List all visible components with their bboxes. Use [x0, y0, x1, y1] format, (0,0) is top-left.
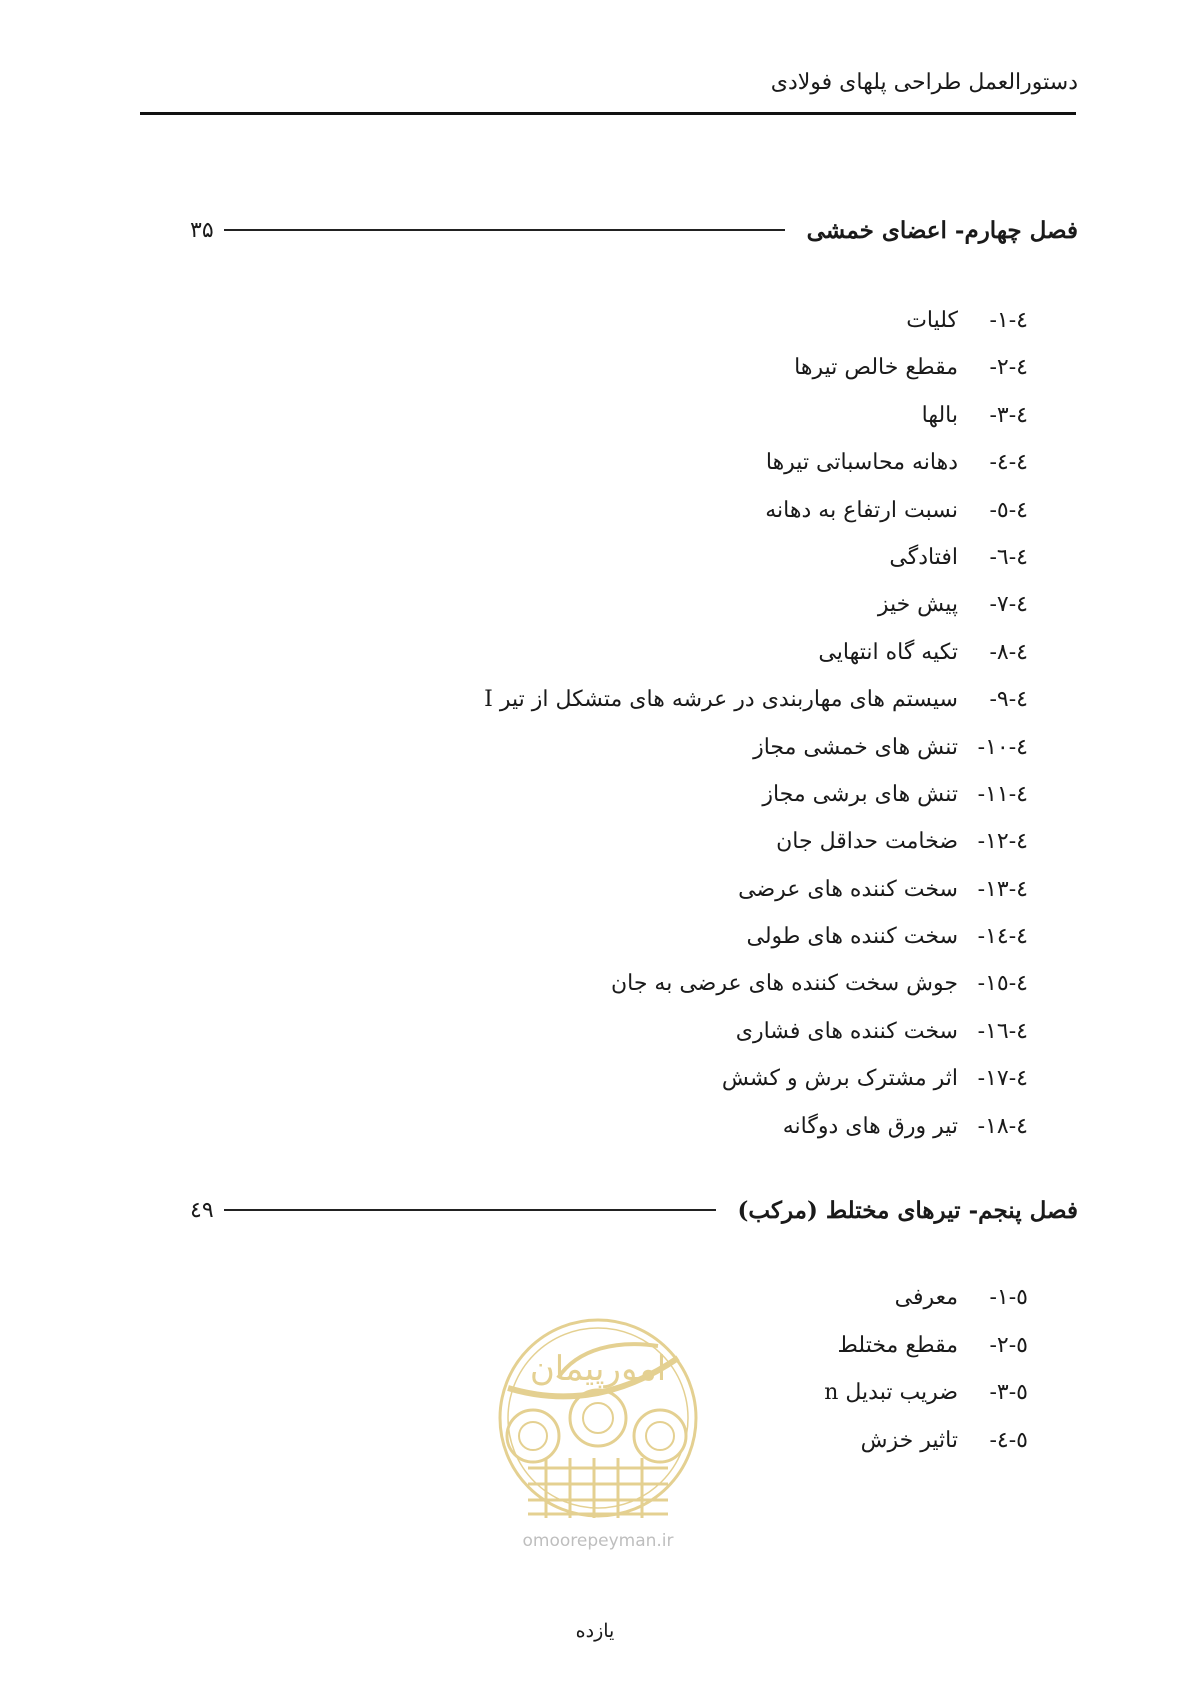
toc-entry-number: ٥-٢-: [989, 1332, 1028, 1358]
toc-entry-title: سخت کننده های عرضی: [738, 876, 958, 902]
toc-entry-number: ٤-١٦-: [977, 1018, 1028, 1044]
chapter-5-section-list: [824, 1285, 1028, 1475]
chapter-4-leader-line: [224, 229, 785, 231]
toc-entry-title: مقطع مختلط: [837, 1332, 958, 1358]
chapter-5-title: فصل پنجم- تیرهای مختلط (مرکب): [737, 1196, 1078, 1224]
toc-entry-number: ٤-٩-: [989, 687, 1028, 713]
toc-entry-title: تیر ورق های دوگانه: [782, 1113, 958, 1139]
toc-entry[interactable]: [484, 1066, 1028, 1113]
toc-entry[interactable]: [824, 1285, 1028, 1333]
toc-entry[interactable]: [484, 308, 1028, 355]
toc-entry-number: ٤-١٠-: [977, 734, 1028, 760]
toc-entry-title: ضخامت حداقل جان: [776, 829, 958, 855]
page-footer-number: یازده: [575, 1620, 615, 1642]
toc-entry-title: تکیه گاه انتهایی: [818, 639, 958, 665]
toc-entry-number: ٥-٤-: [989, 1427, 1028, 1453]
toc-entry-title: تنش های برشی مجاز: [762, 781, 958, 807]
toc-entry-number: ٤-١٣-: [977, 876, 1028, 902]
toc-entry-title: نسبت ارتفاع به دهانه: [765, 497, 958, 523]
toc-entry-number: ٤-٦-: [989, 544, 1028, 570]
toc-entry[interactable]: [484, 1114, 1028, 1161]
chapter-4-page-number: ۳۵: [190, 217, 214, 243]
toc-entry[interactable]: [484, 403, 1028, 450]
toc-entry[interactable]: [484, 829, 1028, 876]
toc-entry[interactable]: [484, 450, 1028, 497]
watermark-site-text: omoorepeyman.ir: [522, 1531, 674, 1551]
toc-entry[interactable]: [484, 545, 1028, 592]
toc-entry-title: تاثیر خزش: [860, 1427, 958, 1453]
toc-entry-number: ٤-١٥-: [977, 971, 1028, 997]
toc-entry[interactable]: [824, 1333, 1028, 1381]
toc-entry[interactable]: [484, 1019, 1028, 1066]
toc-entry-number: ٤-١٤-: [977, 924, 1028, 950]
toc-entry[interactable]: [484, 877, 1028, 924]
toc-entry-number: ٤-٥-: [989, 497, 1028, 523]
toc-entry[interactable]: [484, 640, 1028, 687]
chapter-5-heading[interactable]: [190, 1192, 1078, 1228]
toc-entry-title: مقطع خالص تیرها: [794, 355, 958, 381]
toc-entry[interactable]: [824, 1428, 1028, 1476]
toc-entry-title: افتادگی: [889, 544, 958, 570]
toc-entry[interactable]: [484, 592, 1028, 639]
toc-entry-title: جوش سخت کننده های عرضی به جان: [610, 971, 958, 997]
toc-entry-number: ٤-٨-: [989, 639, 1028, 665]
toc-entry[interactable]: [484, 498, 1028, 545]
toc-entry-number: ٤-١-: [989, 308, 1028, 333]
toc-entry-number: ٤-٧-: [989, 592, 1028, 618]
toc-entry-title: ضریب تبدیل n: [824, 1380, 958, 1405]
chapter-5-leader-line: [224, 1209, 716, 1211]
toc-entry-number: ٤-١١-: [977, 781, 1028, 807]
toc-entry[interactable]: [484, 924, 1028, 971]
toc-entry-number: ٤-٤-: [989, 450, 1028, 476]
toc-entry-title: اثر مشترک برش و کشش: [721, 1066, 958, 1092]
toc-entry[interactable]: [484, 687, 1028, 734]
chapter-5-page-number: ٤٩: [190, 1197, 214, 1223]
toc-entry-number: ٤-٣-: [989, 402, 1028, 428]
toc-entry[interactable]: [484, 971, 1028, 1018]
toc-entry-number: ٥-١-: [989, 1285, 1028, 1310]
toc-entry[interactable]: [824, 1380, 1028, 1428]
toc-entry[interactable]: [484, 355, 1028, 402]
toc-entry-number: ٤-١٢-: [977, 829, 1028, 855]
toc-entry-title: تنش های خمشی مجاز: [753, 734, 958, 760]
watermark-logo: [488, 1318, 708, 1558]
toc-entry-title: بالها: [921, 402, 958, 428]
chapter-4-title: فصل چهارم- اعضای خمشی: [806, 216, 1078, 244]
toc-entry[interactable]: [484, 735, 1028, 782]
toc-entry-title: سخت کننده های طولی: [746, 924, 958, 950]
toc-entry-title: پیش خیز: [877, 592, 958, 618]
toc-entry-number: ٤-١٧-: [977, 1066, 1028, 1092]
chapter-4-section-list: [484, 308, 1028, 1161]
toc-entry-number: ٤-١٨-: [977, 1113, 1028, 1139]
running-head: دستورالعمل طراحی پلهای فولادی: [770, 70, 1078, 95]
toc-entry-title: سخت کننده های فشاری: [735, 1018, 958, 1044]
toc-entry-number: ٥-٣-: [989, 1380, 1028, 1405]
toc-entry-number: ٤-٢-: [989, 355, 1028, 381]
chapter-4-heading[interactable]: [190, 212, 1078, 248]
toc-entry-title: سیستم های مهاربندی در عرشه های متشکل از تیر I: [484, 687, 958, 713]
toc-entry-title: دهانه محاسباتی تیرها: [765, 450, 958, 476]
toc-entry-title: کلیات: [906, 308, 958, 333]
watermark-logo-text: امورپیمان: [529, 1349, 667, 1389]
header-rule: [140, 112, 1076, 115]
toc-entry-title: معرفی: [894, 1285, 958, 1310]
toc-entry[interactable]: [484, 782, 1028, 829]
